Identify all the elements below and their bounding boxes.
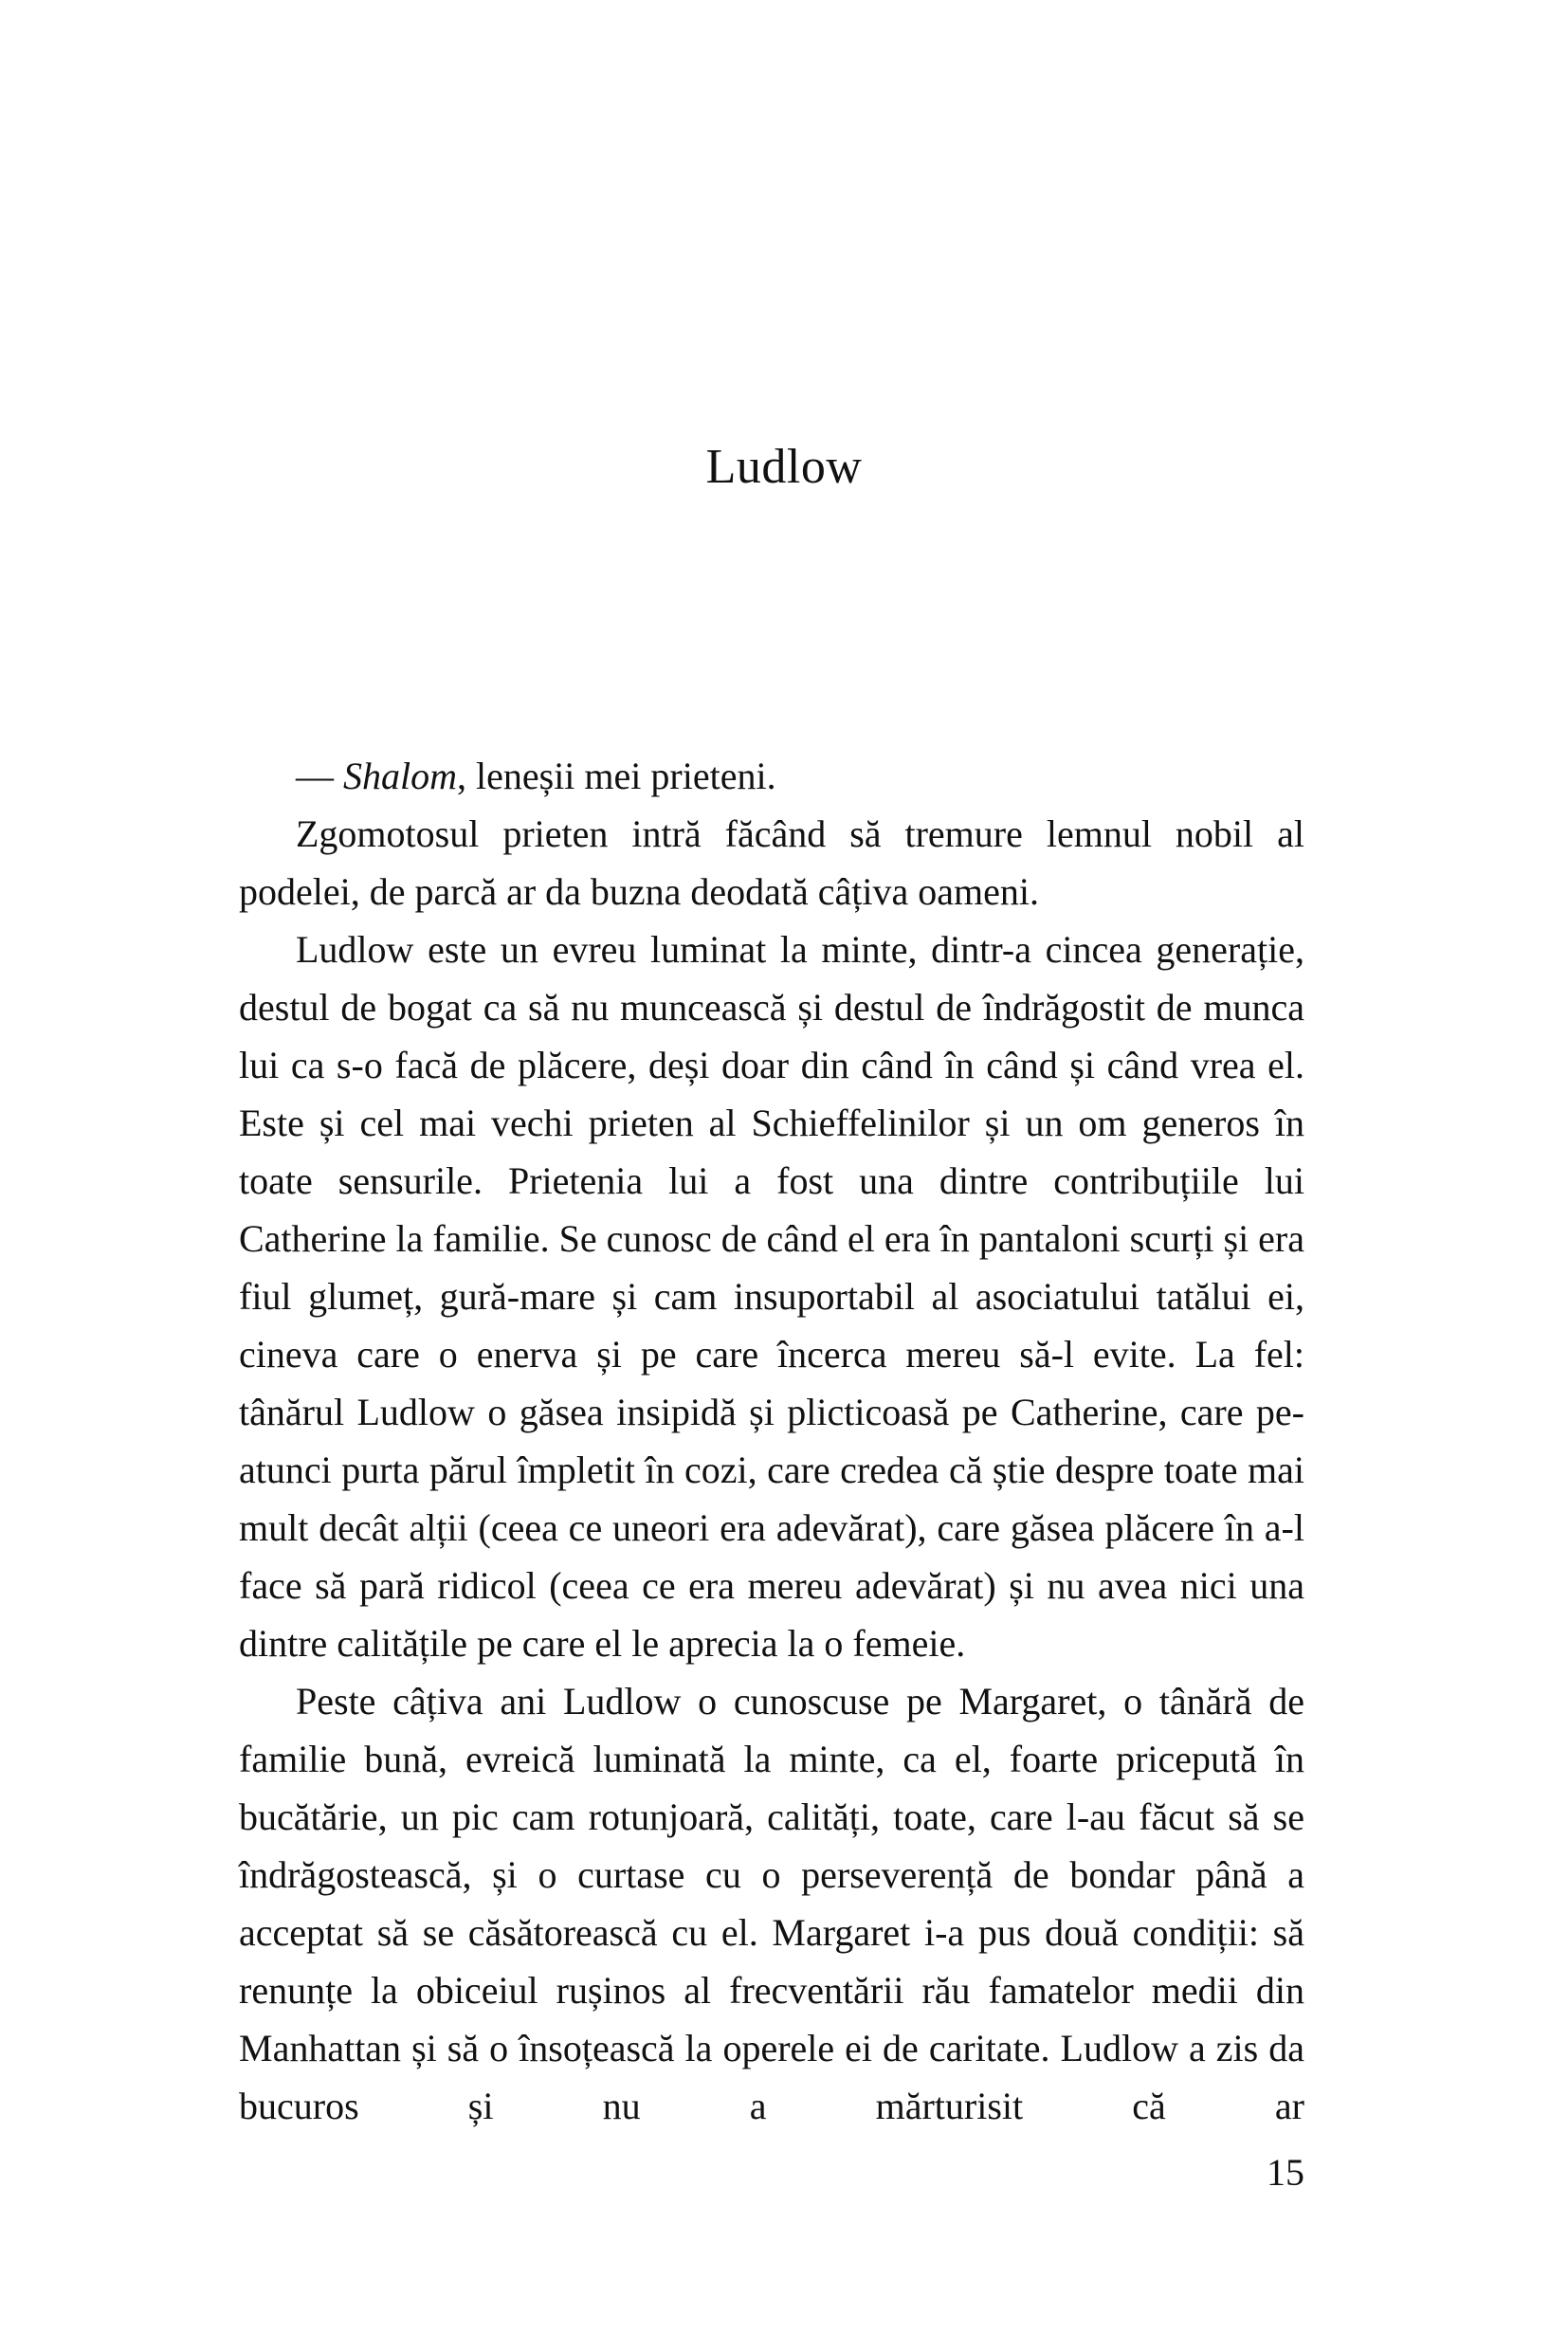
body-text [239, 747, 1304, 2135]
chapter-title: Ludlow [705, 440, 863, 494]
page-number: 15 [1267, 2151, 1304, 2194]
paragraph-1 [239, 747, 1304, 805]
em-dash: — [296, 755, 343, 797]
paragraph-1-text: , leneșii mei prieteni. [457, 755, 776, 797]
paragraph-3: Ludlow este un evreu luminat la minte, dintr-a cincea generație, destul de bogat ca să nu muncească și destul de îndrăgostit de munca lui ca s-o facă de plăcere, deși doar din când în când și când vrea el. Este și cel mai vechi prieten al Schieffelinilor și un om generos în toate sensurile. Prietenia lui a fost una dintre contribuțiile lui Catherine la familie. Se cunosc de când el era în pantaloni scurți și era fiul glumeț, gură-mare și cam insuportabil al asociatului tatălui ei, cineva care o enerva și pe care încerca mereu să-l evite. La fel: tânărul Ludlow o găsea insipidă și plicticoasă pe Catherine, care pe-atunci purta părul împletit în cozi, care credea că știe despre toate mai mult decât alții (ceea ce uneori era adevărat), care găsea plăcere în a-l face să pară ridicol (ceea ce era mereu adevărat) și nu avea nici una dintre calitățile pe care el le aprecia la o femeie. [239, 928, 1305, 1665]
paragraph-2: Zgomotosul prieten intră făcând să tremure lemnul nobil al podelei, de parcă ar da buzna deodată câțiva oameni. [239, 812, 1304, 913]
emphasis-word: Shalom [343, 755, 457, 797]
paragraph-4: Peste câțiva ani Ludlow o cunoscuse pe Margaret, o tânără de familie bună, evreică luminată la minte, ca el, foarte pricepută în bucătărie, un pic cam rotunjoară, calități, toate, care l-au făcut să se îndrăgostească, și o curtase cu o perseverență de bondar până a acceptat să se căsătorească cu el. Margaret i-a pus două condiții: să renunțe la obiceiul rușinos al frecventării rău famatelor medii din Manhattan și să o însoțească la operele ei de caritate. Ludlow a zis da bucuros și nu a mărturisit că ar [239, 1680, 1304, 2127]
